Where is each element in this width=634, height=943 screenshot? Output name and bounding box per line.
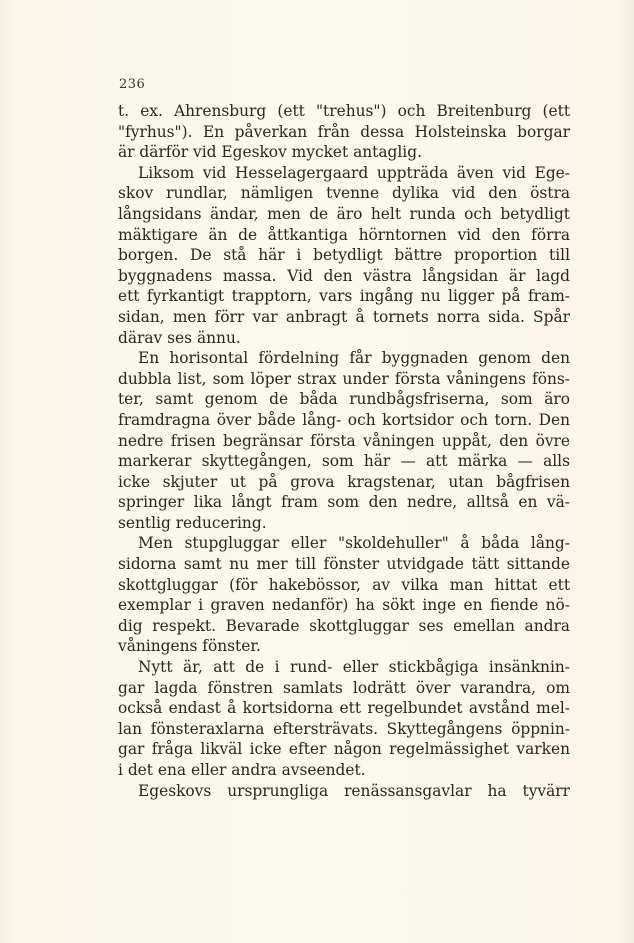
paragraph-start-line: Men stupgluggar eller "skoldehuller" å båda lång-: [138, 534, 570, 553]
text-line: i det ena eller andra avseendet.: [118, 761, 366, 779]
text-line: ett fyrkantigt trapptorn, vars ingång nu ligger på fram-: [118, 287, 570, 306]
text-line: springer lika långt fram som den nedre, alltså en vä-: [118, 493, 570, 512]
text-line: "fyrhus"). En påverkan från dessa Holsteinska borgar: [118, 122, 570, 141]
text-line: sidorna samt nu mer till fönster utvidgade tätt sittande: [118, 555, 570, 574]
text-line: t. ex. Ahrensburg (ett "trehus") och Breitenburg (ett: [118, 102, 570, 120]
text-line: sentlig reducering.: [118, 513, 267, 532]
text-line: dubbla list, som löper strax under första våningens föns-: [118, 369, 570, 388]
text-line: sidan, men förr var anbragt å tornets norra sida. Spår: [118, 307, 570, 326]
text-line: icke skjuter ut på grova kragstenar, utan bågfrisen: [118, 472, 570, 491]
text-line: byggnadens massa. Vid den västra långsidan är lagd: [118, 266, 570, 285]
page-number: 236: [119, 77, 146, 92]
paragraph-start-line: En horisontal fördelning får byggnaden genom den: [138, 349, 570, 368]
text-line: därav ses ännu.: [118, 328, 241, 347]
text-line: borgen. De stå här i betydligt bättre proportion till: [118, 246, 570, 265]
text-line: mäktigare än de åttkantiga hörntornen vid den förra: [118, 225, 570, 244]
text-line: nedre frisen begränsar första våningen uppåt, den övre: [118, 431, 570, 450]
text-line: långsidans ändar, men de äro helt runda och betydligt: [118, 204, 570, 223]
text-line: dig respekt. Bevarade skottgluggar ses emellan andra: [118, 616, 570, 635]
text-line: är därför vid Egeskov mycket antaglig.: [118, 143, 422, 162]
text-line: gar lagda fönstren samlats lodrätt över varandra, om: [118, 678, 570, 697]
text-line: gar fråga likväl icke efter någon regelmässighet varken: [118, 740, 570, 759]
paragraph-start-line: Egeskovs ursprungliga renässansgavlar ha tyvärr: [138, 781, 570, 800]
text-line: lan fönsteraxlarna eftersträvats. Skyttegångens öppnin-: [118, 719, 570, 738]
text-line: framdragna över både lång- och kortsidor och torn. Den: [118, 410, 570, 429]
text-line: markerar skyttegången, som här — att märka — alls: [118, 452, 570, 471]
text-line: exemplar i graven nedanför) ha sökt inge en fiende nö-: [118, 596, 570, 615]
text-line: ter, samt genom de båda rundbågsfriserna, som äro: [118, 390, 570, 409]
text-line: skov rundlar, nämligen tvenne dylika vid den östra: [118, 184, 570, 203]
body-text: [118, 101, 570, 801]
text-line: skottgluggar (för hakebössor, av vilka man hittat ett: [118, 575, 570, 594]
paragraph-start-line: Liksom vid Hesselagergaard uppträda även vid Ege-: [138, 163, 570, 182]
text-line: också endast å kortsidorna ett regelbundet avstånd mel-: [118, 699, 570, 718]
paragraph-start-line: Nytt är, att de i rund- eller stickbågiga insänknin-: [138, 658, 570, 677]
text-line: våningens fönster.: [118, 637, 261, 656]
